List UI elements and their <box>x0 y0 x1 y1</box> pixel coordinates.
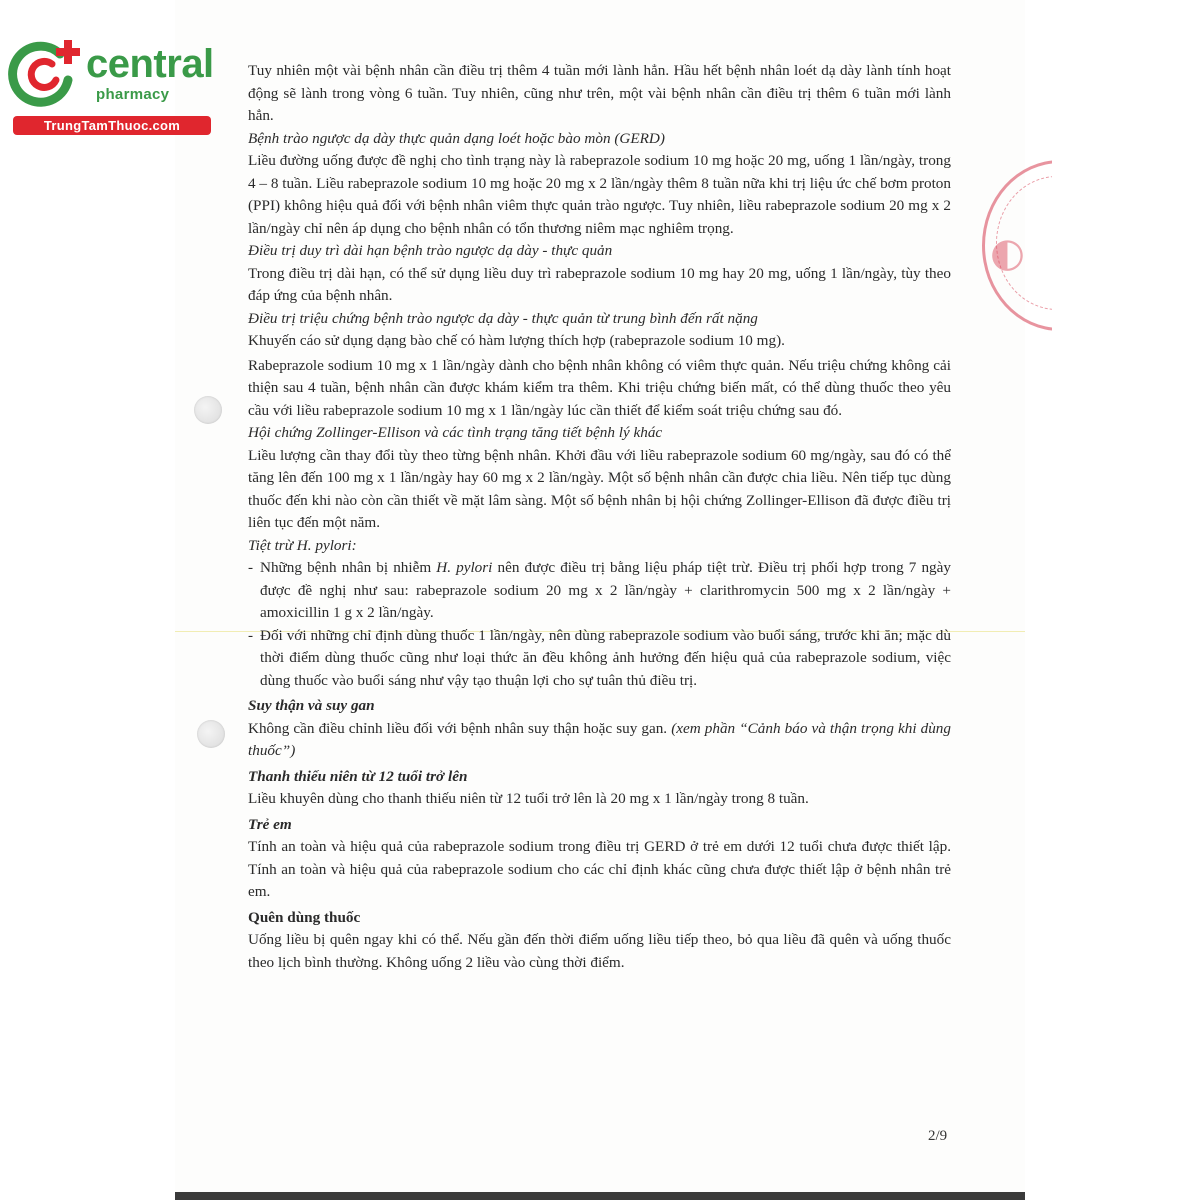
adolescents-paragraph: Liều khuyên dùng cho thanh thiếu niên từ 12 tuổi trở lên là 20 mg x 1 lần/ngày trong 8 tuần. <box>248 790 809 807</box>
gerd-heading: Bệnh trào ngược dạ dày thực quản dạng loét hoặc bào mòn (GERD) <box>248 129 665 147</box>
missed-dose-paragraph: Uống liều bị quên ngay khi có thể. Nếu gần đến thời điểm uống liều tiếp theo, bỏ qua liều đã quên và uống thuốc theo lịch bình thường. Không uống 2 liều vào cùng thời điểm. <box>248 931 951 971</box>
document-body <box>248 60 951 974</box>
logo-site-link[interactable]: TrungTamThuoc.com <box>13 116 211 135</box>
hpylori-bullet-1: - Những bệnh nhân bị nhiễm H. pylori nên được điều trị bằng liệu pháp tiệt trừ. Điều trị phối hợp trong 7 ngày được đề nghị như sau: rabeprazole sodium 20 mg x 2 lần/ngày + clarithromycin 500 mg x 2 lần/ngày + amoxicillin 1 g x 2 lần/ngày. <box>248 559 951 621</box>
renal-heading: Suy thận và suy gan <box>248 697 375 714</box>
children-heading: Trẻ em <box>248 815 292 833</box>
hpylori-bullet-2: - Đối với những chỉ định dùng thuốc 1 lần/ngày, nên dùng rabeprazole sodium vào buổi sáng, trước khi ăn; mặc dù thời điểm dùng thuốc cũng như loại thức ăn đều không ảnh hưởng đến hiệu quả của rabeprazole sodium, việc dùng thuốc vào buổi sáng như vậy tạo thuận lợi cho sự tuân thủ điều trị. <box>248 626 951 689</box>
pharmacy-cross-icon <box>8 36 88 108</box>
logo-tagline: pharmacy <box>96 86 170 103</box>
red-stamp-fragment: ◐ <box>982 150 1052 340</box>
zollinger-paragraph: Liều lượng cần thay đổi tùy theo từng bệnh nhân. Khởi đầu với liều rabeprazole sodium 60 mg/ngày, sau đó có thể tăng lên đến 100 mg x 1 lần/ngày hay 60 mg x 2 lần/ngày. Một số bệnh nhân cần được chia liều. Nên tiếp tục dùng thuốc đến khi nào còn cần thiết về mặt lâm sàng. Một số bệnh nhân bị hội chứng Zollinger-Ellison đã được điều trị liên tục đến một năm. <box>248 446 951 531</box>
adolescents-heading: Thanh thiếu niên từ 12 tuổi trở lên <box>248 767 468 785</box>
punch-hole <box>197 720 225 748</box>
intro-paragraph: Tuy nhiên một vài bệnh nhân cần điều trị thêm 4 tuần mới lành hẳn. Hầu hết bệnh nhân loét dạ dày lành tính hoạt động sẽ lành trong vòng 6 tuần. Tuy nhiên, cũng như trên, một vài bệnh nhân cần điều trị thêm 6 tuần mới lành hẳn. <box>248 62 951 124</box>
punch-hole <box>194 396 222 424</box>
renal-paragraph: Không cần điều chỉnh liều đối với bệnh nhân suy thận hoặc suy gan. (xem phần “Cảnh báo và thận trọng khi dùng thuốc”) <box>248 719 951 759</box>
symptomatic-heading: Điều trị triệu chứng bệnh trào ngược dạ dày - thực quản từ trung bình đến rất nặng <box>248 309 758 327</box>
page-number: 2/9 <box>928 1128 948 1144</box>
page-bottom-edge <box>175 1192 1025 1200</box>
symptomatic-paragraph-2: Rabeprazole sodium 10 mg x 1 lần/ngày dành cho bệnh nhân không có viêm thực quản. Nếu triệu chứng không cải thiện sau 4 tuần, bệnh nhân cần được khám kiểm tra thêm. Khi triệu chứng biến mất, có thể dùng thuốc theo yêu cầu với liều rabeprazole sodium 10 mg x 1 lần/ngày lúc cần thiết để kiểm soát triệu chứng sau đó. <box>248 356 951 419</box>
maintenance-heading: Điều trị duy trì dài hạn bệnh trào ngược dạ dày - thực quản <box>248 242 613 259</box>
gerd-paragraph: Liều đường uống được đề nghị cho tình trạng này là rabeprazole sodium 10 mg hoặc 20 mg, uống 1 lần/ngày, trong 4 – 8 tuần. Liều rabeprazole sodium 10 mg hoặc 20 mg x 2 lần/ngày thêm 8 tuần nữa khi trị liệu ức chế bơm proton (PPI) không hiệu quả đối với bệnh nhân viêm thực quản trào ngược. Tuy nhiên, liều rabeprazole sodium 20 mg x 2 lần/ngày chỉ nên áp dụng cho bệnh nhân có tổn thương niêm mạc nghiêm trọng. <box>248 152 951 237</box>
symptomatic-paragraph-1: Khuyến cáo sử dụng dạng bào chế có hàm lượng thích hợp (rabeprazole sodium 10 mg). <box>248 332 785 349</box>
logo-brand: central <box>86 42 214 86</box>
children-paragraph: Tính an toàn và hiệu quả của rabeprazole sodium trong điều trị GERD ở trẻ em dưới 12 tuổi chưa được thiết lập. Tính an toàn và hiệu quả của rabeprazole sodium cho các chỉ định khác cũng chưa được thiết lập ở bệnh nhân trẻ em. <box>248 838 951 900</box>
central-pharmacy-logo[interactable] <box>8 34 213 136</box>
hpylori-heading: Tiệt trừ H. pylori: <box>248 536 357 554</box>
maintenance-paragraph: Trong điều trị dài hạn, có thể sử dụng liều duy trì rabeprazole sodium 10 mg hay 20 mg, uống 1 lần/ngày, tùy theo đáp ứng của bệnh nhân. <box>248 264 951 304</box>
zollinger-heading: Hội chứng Zollinger-Ellison và các tình trạng tăng tiết bệnh lý khác <box>248 424 663 441</box>
missed-dose-heading: Quên dùng thuốc <box>248 908 361 926</box>
